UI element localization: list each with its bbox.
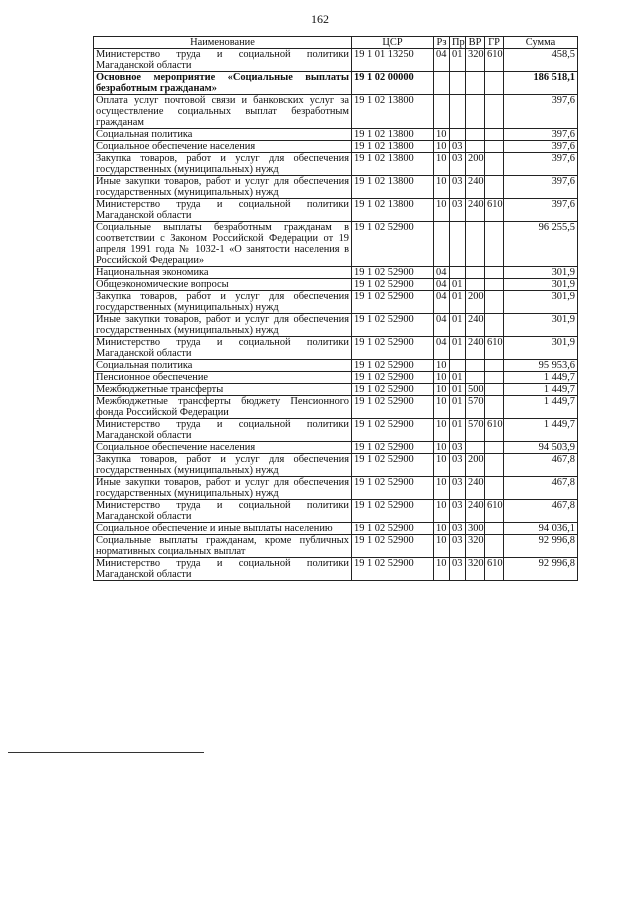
cell-gr <box>485 442 504 454</box>
cell-csr: 19 1 02 00000 <box>352 72 434 95</box>
cell-name: Иные закупки товаров, работ и услуг для обеспечения государственных (муниципальных) нужд <box>94 314 352 337</box>
cell-name: Межбюджетные трансферты бюджету Пенсионного фонда Российской Федерации <box>94 396 352 419</box>
table-row <box>94 396 578 419</box>
cell-pr: 01 <box>450 279 466 291</box>
cell-name: Социальная политика <box>94 360 352 372</box>
cell-vr <box>466 141 485 153</box>
cell-csr: 19 1 02 52900 <box>352 372 434 384</box>
cell-rz: 10 <box>434 523 450 535</box>
cell-pr: 03 <box>450 176 466 199</box>
cell-vr: 200 <box>466 291 485 314</box>
cell-vr <box>466 360 485 372</box>
cell-name: Закупка товаров, работ и услуг для обеспечения государственных (муниципальных) нужд <box>94 454 352 477</box>
cell-pr <box>450 360 466 372</box>
cell-vr: 240 <box>466 337 485 360</box>
cell-pr: 03 <box>450 558 466 581</box>
table-row <box>94 72 578 95</box>
cell-csr: 19 1 02 52900 <box>352 442 434 454</box>
cell-pr: 03 <box>450 454 466 477</box>
header-vr: ВР <box>466 37 485 49</box>
cell-name: Иные закупки товаров, работ и услуг для обеспечения государственных (муниципальных) нужд <box>94 477 352 500</box>
cell-pr: 01 <box>450 314 466 337</box>
cell-name: Пенсионное обеспечение <box>94 372 352 384</box>
table-row <box>94 279 578 291</box>
cell-gr: 610 <box>485 500 504 523</box>
cell-csr: 19 1 02 13800 <box>352 141 434 153</box>
cell-pr <box>450 129 466 141</box>
cell-csr: 19 1 02 52900 <box>352 267 434 279</box>
cell-vr <box>466 372 485 384</box>
header-sum: Сумма <box>504 37 578 49</box>
cell-sum: 397,6 <box>504 95 578 129</box>
cell-name: Закупка товаров, работ и услуг для обеспечения государственных (муниципальных) нужд <box>94 153 352 176</box>
cell-vr <box>466 442 485 454</box>
cell-csr: 19 1 02 13800 <box>352 129 434 141</box>
table-row <box>94 535 578 558</box>
cell-pr: 03 <box>450 477 466 500</box>
cell-rz: 04 <box>434 279 450 291</box>
cell-sum: 301,9 <box>504 337 578 360</box>
cell-name: Общеэкономические вопросы <box>94 279 352 291</box>
table-row <box>94 384 578 396</box>
cell-name: Социальная политика <box>94 129 352 141</box>
cell-csr: 19 1 02 13800 <box>352 95 434 129</box>
table-row <box>94 291 578 314</box>
table-row <box>94 314 578 337</box>
cell-sum: 467,8 <box>504 477 578 500</box>
cell-sum: 92 996,8 <box>504 558 578 581</box>
cell-csr: 19 1 01 13250 <box>352 49 434 72</box>
cell-sum: 94 503,9 <box>504 442 578 454</box>
cell-vr: 320 <box>466 558 485 581</box>
cell-rz: 10 <box>434 500 450 523</box>
cell-rz: 10 <box>434 360 450 372</box>
table-row <box>94 558 578 581</box>
cell-vr: 320 <box>466 535 485 558</box>
cell-vr: 500 <box>466 384 485 396</box>
cell-rz: 10 <box>434 419 450 442</box>
cell-vr <box>466 129 485 141</box>
cell-csr: 19 1 02 52900 <box>352 384 434 396</box>
table-row <box>94 49 578 72</box>
cell-vr: 200 <box>466 454 485 477</box>
header-gr: ГР <box>485 37 504 49</box>
cell-vr: 240 <box>466 199 485 222</box>
cell-name: Социальное обеспечение населения <box>94 141 352 153</box>
cell-csr: 19 1 02 13800 <box>352 176 434 199</box>
page-number: 162 <box>311 12 329 26</box>
cell-sum: 397,6 <box>504 153 578 176</box>
table-row <box>94 95 578 129</box>
cell-rz: 04 <box>434 337 450 360</box>
cell-sum: 301,9 <box>504 267 578 279</box>
cell-vr <box>466 222 485 267</box>
cell-name: Социальное обеспечение населения <box>94 442 352 454</box>
cell-name: Межбюджетные трансферты <box>94 384 352 396</box>
cell-pr <box>450 222 466 267</box>
cell-sum: 458,5 <box>504 49 578 72</box>
cell-rz: 10 <box>434 442 450 454</box>
table-row <box>94 176 578 199</box>
cell-rz: 10 <box>434 153 450 176</box>
cell-vr: 240 <box>466 176 485 199</box>
cell-csr: 19 1 02 52900 <box>352 337 434 360</box>
cell-gr <box>485 279 504 291</box>
cell-name: Министерство труда и социальной политики Магаданской области <box>94 558 352 581</box>
cell-pr: 03 <box>450 199 466 222</box>
cell-pr: 03 <box>450 523 466 535</box>
cell-gr: 610 <box>485 419 504 442</box>
cell-vr: 240 <box>466 314 485 337</box>
cell-sum: 92 996,8 <box>504 535 578 558</box>
cell-pr: 01 <box>450 384 466 396</box>
table-row <box>94 360 578 372</box>
cell-pr: 03 <box>450 141 466 153</box>
table-row <box>94 267 578 279</box>
cell-name: Закупка товаров, работ и услуг для обеспечения государственных (муниципальных) нужд <box>94 291 352 314</box>
table-row <box>94 222 578 267</box>
cell-sum: 397,6 <box>504 176 578 199</box>
cell-vr: 570 <box>466 396 485 419</box>
cell-sum: 1 449,7 <box>504 419 578 442</box>
header-pr: Пр <box>450 37 466 49</box>
cell-gr <box>485 153 504 176</box>
cell-pr: 03 <box>450 442 466 454</box>
cell-vr: 320 <box>466 49 485 72</box>
cell-gr <box>485 384 504 396</box>
cell-gr: 610 <box>485 337 504 360</box>
cell-sum: 301,9 <box>504 279 578 291</box>
cell-csr: 19 1 02 13800 <box>352 153 434 176</box>
cell-sum: 301,9 <box>504 314 578 337</box>
cell-pr: 03 <box>450 153 466 176</box>
cell-csr: 19 1 02 52900 <box>352 500 434 523</box>
cell-csr: 19 1 02 52900 <box>352 454 434 477</box>
cell-gr: 610 <box>485 558 504 581</box>
cell-gr <box>485 95 504 129</box>
cell-vr <box>466 267 485 279</box>
table-row <box>94 337 578 360</box>
table-row <box>94 454 578 477</box>
cell-gr <box>485 291 504 314</box>
cell-rz: 10 <box>434 176 450 199</box>
table-row <box>94 419 578 442</box>
cell-rz <box>434 95 450 129</box>
cell-gr <box>485 72 504 95</box>
cell-csr: 19 1 02 52900 <box>352 558 434 581</box>
cell-rz: 10 <box>434 558 450 581</box>
cell-rz: 10 <box>434 384 450 396</box>
cell-sum: 95 953,6 <box>504 360 578 372</box>
table-row <box>94 477 578 500</box>
cell-sum: 186 518,1 <box>504 72 578 95</box>
cell-name: Национальная экономика <box>94 267 352 279</box>
cell-name: Социальное обеспечение и иные выплаты населению <box>94 523 352 535</box>
cell-csr: 19 1 02 52900 <box>352 222 434 267</box>
table-row <box>94 500 578 523</box>
cell-rz: 04 <box>434 49 450 72</box>
table-row <box>94 199 578 222</box>
cell-gr: 610 <box>485 199 504 222</box>
cell-name: Министерство труда и социальной политики Магаданской области <box>94 199 352 222</box>
cell-csr: 19 1 02 52900 <box>352 523 434 535</box>
cell-sum: 96 255,5 <box>504 222 578 267</box>
cell-rz: 10 <box>434 141 450 153</box>
footnote-separator-line <box>8 752 204 753</box>
cell-sum: 467,8 <box>504 500 578 523</box>
cell-gr <box>485 396 504 419</box>
cell-name: Министерство труда и социальной политики Магаданской области <box>94 500 352 523</box>
cell-sum: 467,8 <box>504 454 578 477</box>
cell-csr: 19 1 02 52900 <box>352 535 434 558</box>
cell-sum: 1 449,7 <box>504 372 578 384</box>
table-row <box>94 372 578 384</box>
cell-vr: 570 <box>466 419 485 442</box>
cell-name: Оплата услуг почтовой связи и банковских услуг за осуществление социальных выплат безработным гражданам <box>94 95 352 129</box>
cell-csr: 19 1 02 52900 <box>352 419 434 442</box>
cell-gr <box>485 314 504 337</box>
cell-pr: 01 <box>450 396 466 419</box>
cell-rz: 10 <box>434 396 450 419</box>
cell-sum: 397,6 <box>504 129 578 141</box>
cell-rz <box>434 222 450 267</box>
cell-pr: 03 <box>450 500 466 523</box>
header-csr: ЦСР <box>352 37 434 49</box>
cell-pr: 01 <box>450 337 466 360</box>
cell-name: Министерство труда и социальной политики Магаданской области <box>94 419 352 442</box>
cell-gr <box>485 141 504 153</box>
cell-gr <box>485 267 504 279</box>
cell-rz: 10 <box>434 199 450 222</box>
table-row <box>94 141 578 153</box>
cell-gr <box>485 176 504 199</box>
cell-gr <box>485 535 504 558</box>
cell-vr: 300 <box>466 523 485 535</box>
cell-vr <box>466 279 485 291</box>
table-body <box>94 49 578 581</box>
cell-vr: 240 <box>466 477 485 500</box>
cell-pr: 01 <box>450 372 466 384</box>
cell-gr <box>485 129 504 141</box>
cell-sum: 1 449,7 <box>504 384 578 396</box>
cell-gr <box>485 372 504 384</box>
cell-rz: 04 <box>434 267 450 279</box>
cell-rz: 10 <box>434 535 450 558</box>
cell-gr <box>485 360 504 372</box>
cell-rz <box>434 72 450 95</box>
header-name: Наименование <box>94 37 352 49</box>
cell-vr: 200 <box>466 153 485 176</box>
cell-pr <box>450 95 466 129</box>
cell-gr <box>485 477 504 500</box>
cell-name: Министерство труда и социальной политики Магаданской области <box>94 337 352 360</box>
cell-sum: 1 449,7 <box>504 396 578 419</box>
cell-rz: 04 <box>434 314 450 337</box>
cell-pr: 03 <box>450 535 466 558</box>
cell-csr: 19 1 02 52900 <box>352 291 434 314</box>
cell-gr <box>485 222 504 267</box>
cell-name: Социальные выплаты гражданам, кроме публичных нормативных социальных выплат <box>94 535 352 558</box>
cell-csr: 19 1 02 52900 <box>352 360 434 372</box>
cell-name: Министерство труда и социальной политики Магаданской области <box>94 49 352 72</box>
cell-pr: 01 <box>450 419 466 442</box>
budget-table <box>93 36 578 581</box>
cell-name: Иные закупки товаров, работ и услуг для обеспечения государственных (муниципальных) нужд <box>94 176 352 199</box>
cell-rz: 10 <box>434 372 450 384</box>
table-row <box>94 153 578 176</box>
cell-vr <box>466 95 485 129</box>
cell-csr: 19 1 02 52900 <box>352 279 434 291</box>
table-row <box>94 442 578 454</box>
cell-name: Основное мероприятие «Социальные выплаты безработным гражданам» <box>94 72 352 95</box>
table-header-row <box>94 37 578 49</box>
cell-csr: 19 1 02 52900 <box>352 477 434 500</box>
cell-pr: 01 <box>450 291 466 314</box>
table-row <box>94 129 578 141</box>
cell-sum: 301,9 <box>504 291 578 314</box>
cell-sum: 397,6 <box>504 199 578 222</box>
cell-pr: 01 <box>450 49 466 72</box>
cell-sum: 397,6 <box>504 141 578 153</box>
table-row <box>94 523 578 535</box>
cell-name: Социальные выплаты безработным гражданам в соответствии с Законом Российской Федерации от 19 апреля 1991 года № 1032-1 «О занятости населения в Российской Федерации» <box>94 222 352 267</box>
cell-gr: 610 <box>485 49 504 72</box>
cell-csr: 19 1 02 13800 <box>352 199 434 222</box>
cell-sum: 94 036,1 <box>504 523 578 535</box>
cell-rz: 10 <box>434 454 450 477</box>
cell-gr <box>485 454 504 477</box>
cell-vr <box>466 72 485 95</box>
cell-pr <box>450 72 466 95</box>
cell-csr: 19 1 02 52900 <box>352 396 434 419</box>
cell-rz: 04 <box>434 291 450 314</box>
cell-gr <box>485 523 504 535</box>
cell-rz: 10 <box>434 129 450 141</box>
cell-rz: 10 <box>434 477 450 500</box>
header-rz: Рз <box>434 37 450 49</box>
cell-csr: 19 1 02 52900 <box>352 314 434 337</box>
cell-pr <box>450 267 466 279</box>
cell-vr: 240 <box>466 500 485 523</box>
